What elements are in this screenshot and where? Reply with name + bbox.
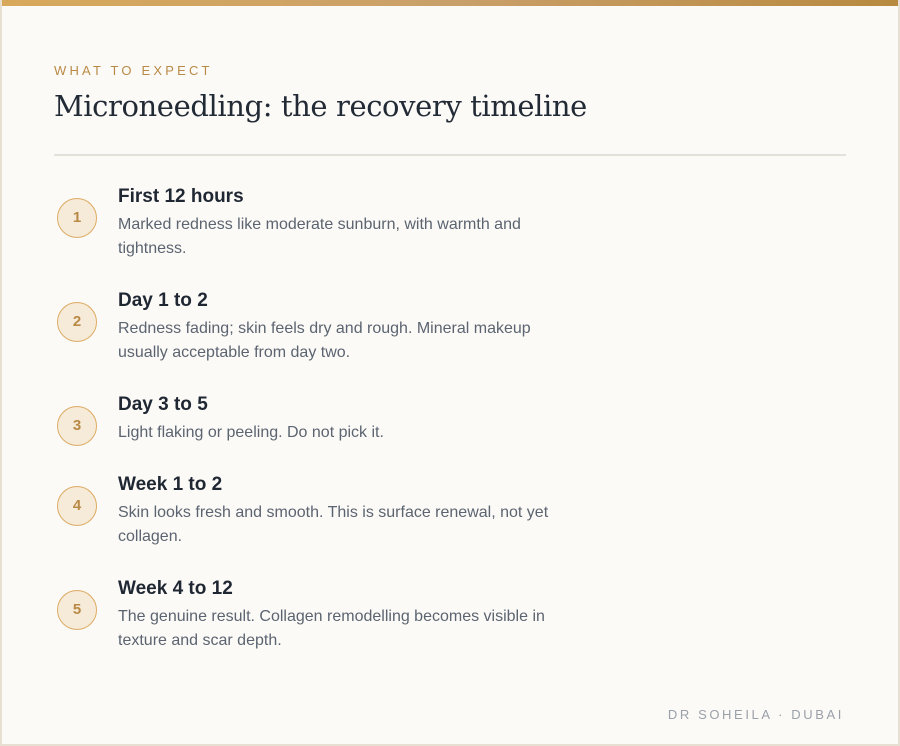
step-number-badge: 4	[57, 486, 97, 526]
step-number-badge: 5	[57, 590, 97, 630]
accent-top-bar	[2, 0, 900, 6]
step-description: Skin looks fresh and smooth. This is surface renewal, not yet collagen.	[118, 504, 549, 545]
title-divider	[54, 154, 846, 156]
page-title: Microneedling: the recovery timeline	[54, 89, 587, 123]
step-number-badge: 2	[57, 302, 97, 342]
step-heading: Day 1 to 2	[118, 290, 208, 311]
step-number-badge: 1	[57, 198, 97, 238]
step-heading: First 12 hours	[118, 186, 244, 207]
step-description: Light flaking or peeling. Do not pick it.	[118, 424, 384, 441]
step-heading: Day 3 to 5	[118, 394, 208, 415]
step-number-badge: 3	[57, 406, 97, 446]
step-description: The genuine result. Collagen remodelling becomes visible in texture and scar depth.	[118, 608, 545, 649]
step-description: Marked redness like moderate sunburn, with warmth and tightness.	[118, 216, 521, 257]
eyebrow-label: WHAT TO EXPECT	[54, 63, 213, 78]
step-description: Redness fading; skin feels dry and rough. Mineral makeup usually acceptable from day two.	[118, 320, 531, 361]
step-heading: Week 4 to 12	[118, 578, 233, 599]
footer-signature: DR SOHEILA · DUBAI	[667, 707, 844, 722]
step-heading: Week 1 to 2	[118, 474, 223, 495]
